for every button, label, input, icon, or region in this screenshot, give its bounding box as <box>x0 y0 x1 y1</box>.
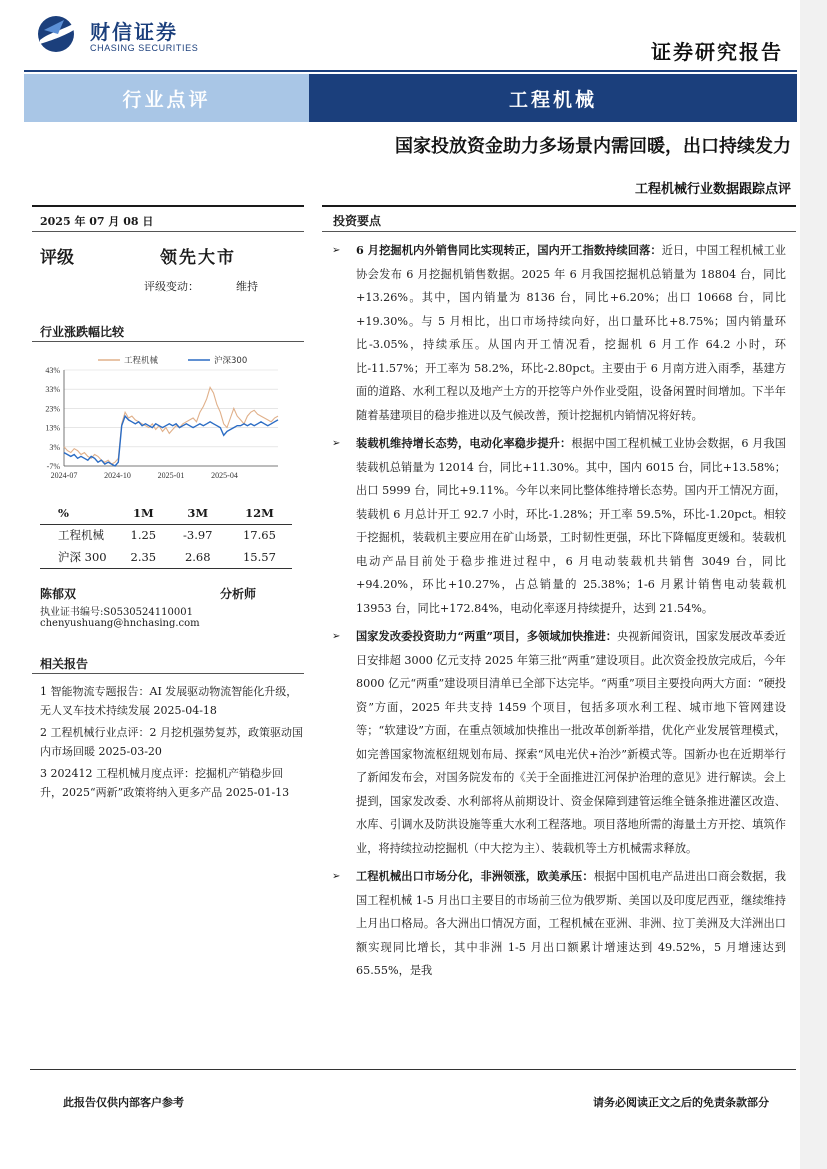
footer-disclaimer: 请务必阅读正文之后的免责条款部分 <box>593 1096 769 1109</box>
analyst-cert: 执业证书编号:S0530524110001 <box>40 607 193 618</box>
table-cell: 沪深 300 <box>40 546 118 568</box>
header-rule <box>24 70 797 72</box>
y-tick-label: 43% <box>45 366 60 375</box>
related-reports-heading: 相关报告 <box>40 657 89 671</box>
point-text: 近日，中国工程机械工业协会发布 6 月挖掘机销售数据。2025 年 6 月我国挖掘机总销量为 18804 台，同比+13.26%。其中，国内销量为 8136 台，同比+6.20%；出口 10668 台，同比+19.30%。与 5 月相比，出口市场持续向好，出口量环比+8.75%；国内销量环比-3.05%，持续承压。从国内开工情况看，挖掘机 6 月工作 64.2 小时，环比-11.57%；开工率为 58.2%，环比-2.80pct。主要由于 6 月南方进入雨季，基建方面的道路、水利工程以及地产土方的开挖等户外作业受阻，设备闲置时间增加。下半年随着基建项目的稳步推进以及气候改善，预计挖掘机内销情况将好转。 <box>356 244 786 422</box>
page-title: 国家投放资金助力多场景内需回暖，出口持续发力 <box>395 136 791 157</box>
points-heading-rule <box>322 231 796 232</box>
point-title: 工程机械出口市场分化，非洲领涨，欧美承压： <box>356 869 594 883</box>
related-report-item[interactable]: 2 工程机械行业点评：2 月挖机强势复苏，政策驱动国内市场回暖 2025-03-20 <box>40 726 303 758</box>
brand-name-cn: 财信证券 <box>90 20 178 44</box>
page-subtitle: 工程机械行业数据跟踪点评 <box>634 182 791 197</box>
analyst-name: 陈郁双 <box>40 587 77 601</box>
table-header-cell: 12M <box>227 502 292 524</box>
date-rule <box>32 231 304 232</box>
rating-value: 领先大市 <box>160 248 236 268</box>
investment-point <box>330 865 786 983</box>
arrow-bullet-icon: ➢ <box>332 631 341 642</box>
y-tick-label: 33% <box>45 385 60 395</box>
related-reports-list <box>40 683 304 806</box>
point-text: 央视新闻资讯，国家发展改革委近日安排超 3000 亿元支持 2025 年第三批“两重”建设项目。此次资金投放完成后，今年 8000 亿元“两重”建设项目清单已全部下达完毕。“两重”项目主要投向两大方面：“硬投资”方面，2025 年共支持 1459 个项目，包括多项水利工程、城市地下管网建设等；“软建设”方面，在重点领域加快推出一批改革创新举措，优化产业发展管理模式，如完善国家物流枢纽规划布局、探索“风电光伏+治沙”新模式等。国新办也在近期举行了新闻发布会，对国务院发布的《关于全面推进江河保护治理的意见》进行解读。会上提到，国家发改委、水利部将从前期设计、资金保障到建管运维全链条推进灌区改造、水库、引调水及防洪设施等重大水利工程落地。项目落地所需的海量土方开挖、填筑作业，将持续拉动挖掘机（中大挖为主）、装载机等土方机械需求释放。 <box>356 630 786 855</box>
series-line <box>64 387 278 464</box>
table-cell: 2.68 <box>169 546 227 568</box>
analyst-email[interactable]: chenyushuang@hnchasing.com <box>40 618 200 629</box>
investment-points <box>330 239 786 988</box>
legend-label: 工程机械 <box>124 356 159 366</box>
series-line <box>64 416 278 466</box>
table-cell: 工程机械 <box>58 528 104 543</box>
brand-name-en: CHASING SECURITIES <box>90 43 199 53</box>
chart-heading: 行业涨跌幅比较 <box>40 325 125 339</box>
footer-notice: 此报告仅供内部客户参考 <box>63 1096 184 1109</box>
point-text: 根据中国工程机械工业协会数据，6 月我国装载机总销量为 12014 台，同比+11.30%。其中，国内 6015 台，同比+13.58%；出口 5999 台，同比+9.11%。今年以来同比整体维持增长态势。国内开工情况方面，装载机 6 月总计开工 92.7 小时，环比-1.28%；开工率 59.5%，环比-1.20pct。相较于挖掘机，装载机主要应用在矿山场景，工时韧性更强，环比下降幅度更缓和。装载机电动产品目前处于稳步推进过程中，6 月电动装载机共销售 3049 台，同比+94.20%，环比+10.27%，占总销量的 25.38%；1-6 月累计销售电动装载机 13953 台，同比+172.84%，电动化率逐月持续提升，达到 21.54%。 <box>356 437 786 615</box>
performance-chart <box>32 348 288 488</box>
arrow-bullet-icon: ➢ <box>332 245 341 256</box>
x-tick-label: 2025-04 <box>211 471 238 480</box>
performance-table <box>40 502 292 569</box>
table-cell: 1.25 <box>130 528 157 543</box>
related-report-item[interactable]: 1 智能物流专题报告：AI 发展驱动物流智能化升级，无人叉车技术持续发展 2025-04-18 <box>40 685 298 717</box>
point-text: 根据中国机电产品进出口商会数据，我国工程机械 1-5 月出口主要目的市场前三位为俄罗斯、美国以及印度尼西亚，继续维持上月出口格局。各大洲出口情况方面，工程机械在亚洲、非洲、拉丁美洲及大洋洲出口额实现同比增长，其中非洲 1-5 月出口额累计增速达到 49.52%，5 月增速达到 65.55%，是我 <box>356 870 786 977</box>
y-tick-label: 13% <box>45 423 60 433</box>
table-header-cell: 3M <box>169 502 227 524</box>
rating-change-value: 维持 <box>236 280 258 293</box>
point-title: 装载机维持增长态势，电动化率稳步提升： <box>356 436 572 450</box>
table-cell: 15.57 <box>227 546 292 568</box>
table-header-cell: 1M <box>118 502 169 524</box>
investment-point <box>330 239 786 427</box>
x-tick-label: 2024-07 <box>50 471 78 480</box>
table-row <box>40 546 292 568</box>
industry-band: 工程机械 <box>309 74 797 122</box>
rating-label: 评级 <box>40 248 74 268</box>
table-row <box>40 524 292 546</box>
side-stripe <box>800 0 827 1169</box>
chasing-logo-icon <box>34 14 82 54</box>
report-type: 证券研究报告 <box>651 40 783 64</box>
y-tick-label: -7% <box>46 462 60 471</box>
analyst-role: 分析师 <box>220 587 257 601</box>
footer-rule <box>30 1069 796 1070</box>
table-header-row <box>40 502 292 524</box>
y-tick-label: 3% <box>49 442 60 452</box>
left-top-rule <box>32 205 304 207</box>
table-header-cell: % <box>40 502 118 524</box>
investment-point <box>330 432 786 620</box>
x-tick-label: 2024-10 <box>104 471 131 480</box>
y-tick-label: 23% <box>45 404 60 414</box>
category-band: 行业点评 <box>24 74 309 122</box>
table-cell: 2.35 <box>118 546 169 568</box>
rating-change-label: 评级变动： <box>144 280 199 293</box>
investment-point <box>330 625 786 860</box>
table-cell: -3.97 <box>183 528 213 543</box>
arrow-bullet-icon: ➢ <box>332 438 341 449</box>
table-cell: 17.65 <box>242 528 276 543</box>
arrow-bullet-icon: ➢ <box>332 871 341 882</box>
point-title: 国家发改委投资助力“两重”项目，多领域加快推进： <box>356 629 617 643</box>
point-title: 6 月挖掘机内外销售同比实现转正，国内开工指数持续回落： <box>356 243 662 257</box>
related-report-item[interactable]: 3 202412 工程机械月度点评：挖掘机产销稳步回升，2025“两新”政策将纳入更多产品 2025-01-13 <box>40 767 290 799</box>
report-date: 2025 年 07 月 08 日 <box>40 215 154 228</box>
legend-label: 沪深300 <box>214 356 248 366</box>
chart-heading-rule <box>32 341 304 342</box>
investment-points-heading: 投资要点 <box>333 214 382 228</box>
x-tick-label: 2025-01 <box>157 471 185 480</box>
related-heading-rule <box>32 673 304 674</box>
right-top-rule <box>322 205 796 207</box>
